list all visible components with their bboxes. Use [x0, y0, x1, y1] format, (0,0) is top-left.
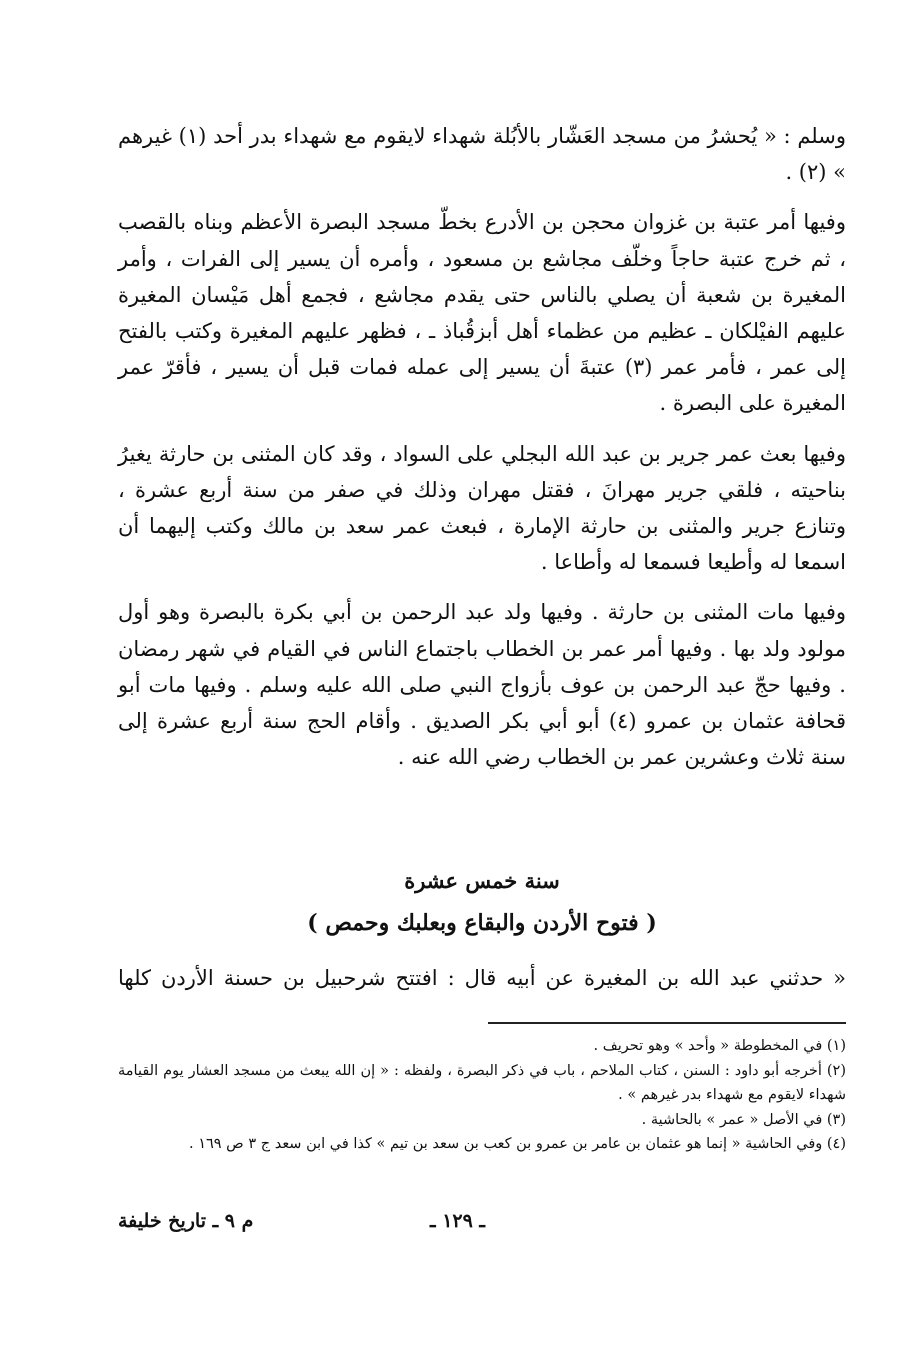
- footnote-2: (٢) أخرجه أبو داود : السنن ، كتاب الملاحم ، باب في ذكر البصرة ، ولفظه : « إن الله يبعث من مسجد العشار يوم القيامة شهداء لايقوم مع شهداء بدر غيرهم » .: [118, 1062, 846, 1103]
- paragraph-2: وفيها أمر عتبة بن غزوان محجن بن الأدرع بخطّ مسجد البصرة الأعظم وبناه بالقصب ، ثم خرج عتبة حاجاً وخلّف مجاشع بن مسعود ، وأمره أن يسير إلى الفرات ، وأمر المغيرة بن شعبة أن يصلي بالناس حتى يقدم مجاشع ، فجمع أهل مَيْسان المغيرة عليهم الفيْلكان ـ عظيم من عظماء أهل أبزقُباذ ـ ، فظهر عليهم المغيرة وكتب بالفتح إلى عمر ، فأمر عمر (٣) عتبةَ أن يسير إلى عمله فمات قبل أن يسير ، فأقرّ عمر المغيرة على البصرة .: [118, 210, 846, 416]
- footnote-4: (٤) وفي الحاشية « إنما هو عثمان بن عامر بن عمرو بن كعب بن سعد بن تيم » كذا في ابن سعد ج ٣ ص ١٦٩ .: [188, 1136, 846, 1152]
- section-heading-conquests: ( فتوح الأردن والبقاع وبعلبك وحمص ): [307, 910, 657, 936]
- footnote-1: (١) في المخطوطة « وأحد » وهو تحريف .: [593, 1038, 846, 1054]
- paragraph-4: وفيها مات المثنى بن حارثة . وفيها ولد عبد الرحمن بن أبي بكرة بالبصرة وهو أول مولود ولد بها . وفيها أمر عمر بن الخطاب باجتماع الناس في القيام في شهر رمضان . وفيها حجّ عبد الرحمن بن عوف بأزواج النبي صلى الله عليه وسلم . وفيها مات أبو قحافة عثمان بن عمرو (٤) أبو أبي بكر الصديق . وأقام الحج سنة أربع عشرة إلى سنة ثلاث وعشرين عمر بن الخطاب رضي الله عنه .: [118, 600, 846, 770]
- main-text: [118, 118, 846, 789]
- footnote-3: (٣) في الأصل « عمر » بالحاشية .: [641, 1111, 846, 1128]
- book-signature: م ٩ ـ تاريخ خليفة: [118, 1210, 254, 1232]
- footnotes: [118, 1034, 846, 1157]
- paragraph-3: وفيها بعث عمر جرير بن عبد الله البجلي على السواد ، وقد كان المثنى بن حارثة يغيرُ بناحيته ، فلقي جرير مهرانَ ، فقتل مهران وذلك في صفر من سنة أربع عشرة ، وتنازع جرير والمثنى بن حارثة الإمارة ، فبعث عمر سعد بن مالك وكتب إليهما أن اسمعا له وأطيعا فسمعا له وأطاعا .: [118, 441, 846, 575]
- footnote-divider: [488, 1022, 846, 1024]
- paragraph-1: وسلم : « يُحشرُ من مسجد العَشّار بالأبُلة شهداء لايقوم مع شهداء بدر أحد (١) غيرهم » (٢) .: [118, 124, 847, 185]
- paragraph-5-start: « حدثني عبد الله بن المغيرة عن أبيه قال : افتتح شرحبيل بن حسنة الأردن كلها: [118, 966, 847, 990]
- section-heading-year: سنة خمس عشرة: [404, 868, 560, 893]
- page-number: ـ ١٢٩ ـ: [430, 1210, 485, 1232]
